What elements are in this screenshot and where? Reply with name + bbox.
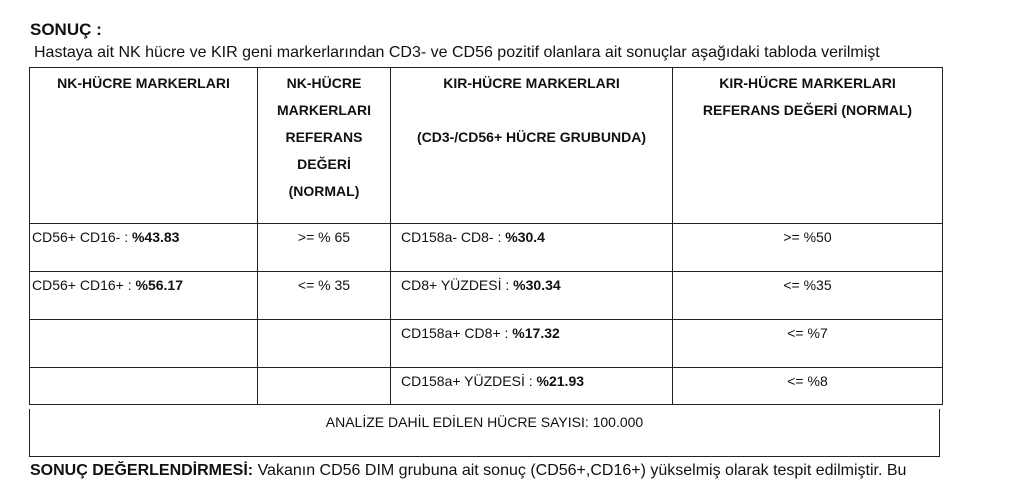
cell-count-row [29, 409, 940, 457]
header-kir-markers: KIR-HÜCRE MARKERLARI (CD3-/CD56+ HÜCRE GRUBUNDA) [391, 68, 673, 224]
header-nk-reference: NK-HÜCRE MARKERLARI REFERANS DEĞERİ (NORMAL) [258, 68, 391, 224]
table-header-row [30, 68, 943, 224]
summary-label: SONUÇ DEĞERLENDİRMESİ: [30, 462, 254, 479]
header-nk-markers: NK-HÜCRE MARKERLARI [30, 68, 258, 224]
cell-count-text: ANALİZE DAHİL EDİLEN HÜCRE SAYISI: 100.000 [325, 414, 644, 430]
table-row: CD158a+ CD8+ : %17.32 <= %7 [30, 320, 943, 368]
section-title: SONUÇ : [30, 20, 102, 39]
intro-text: Hastaya ait NK hücre ve KIR geni markerlarından CD3- ve CD56 pozitif olanlara ait sonuçlar aşağıdaki tabloda verilmişt [34, 44, 880, 61]
table-row: CD56+ CD16+ : %56.17 <= % 35 CD8+ YÜZDESİ : %30.34 <= %35 [30, 272, 943, 320]
summary-text: Vakanın CD56 DIM grubuna ait sonuç (CD56+,CD16+) yükselmiş olarak tespit edilmiştir. Bu [253, 462, 907, 479]
summary-line [30, 462, 906, 480]
results-table [29, 67, 943, 405]
table-row: CD158a+ YÜZDESİ : %21.93 <= %8 [30, 368, 943, 405]
table-row: CD56+ CD16- : %43.83 >= % 65 CD158a- CD8- : %30.4 >= %50 [30, 224, 943, 272]
header-kir-reference: KIR-HÜCRE MARKERLARI REFERANS DEĞERİ (NORMAL) [673, 68, 943, 224]
